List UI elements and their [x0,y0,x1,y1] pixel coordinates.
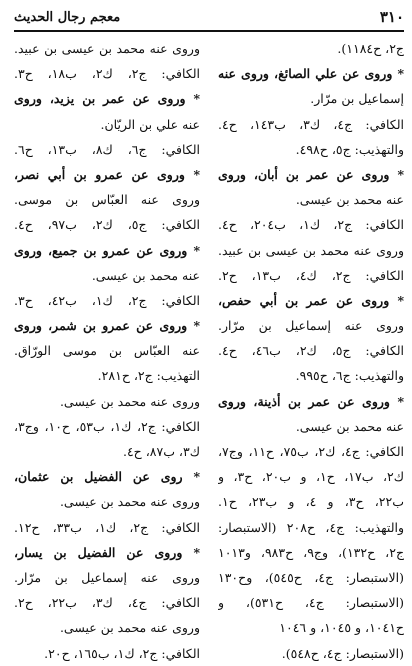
right-column-line: الكافي: ج٢، ك١، ب٢٠٤، ح٤. [218,217,404,233]
left-column-line: * وروى عن عمر بن يزيد، وروى [14,91,200,107]
right-column-line: الكافي: ج٤، ك٣، ب١٤٣، ح٤. [218,116,404,132]
left-column-line: * وروى عن عمرو بن أبي نصر، [14,166,200,182]
left-column-line: وروى عنه محمد بن عيسى. [59,393,200,409]
left-column-line: ك٣، ب٨٧، ح٤. [122,444,200,459]
page-number: ٣١٠ [379,8,404,26]
right-column-line: ح١٠٤١، و ١٠٤٥، و ١٠٤٦ [279,620,404,636]
left-column-line: عنه علي بن الريّان. [100,116,200,132]
right-column-line: وروى عنه محمد بن عيسى بن عبيد. [218,242,404,258]
right-column-line: * وروى عن علي الصائغ، وروى عنه [218,66,404,82]
left-column-line: الكافي: ج٢، ك١، ب٥٣، ح١٠، وج٣، [14,418,200,434]
left-column-line: الكافي: ج٢، ك١، ب٣٣، ح١٢. [14,519,200,535]
right-column-line: * وروى عن عمر بن أذينة، وروى [218,393,404,409]
right-column-line: الكافي: ج٢، ك٤، ب١٣، ح٢. [218,267,404,283]
left-column-line: الكافي: ج٦، ك٨، ب١٣، ح٦. [14,141,200,157]
right-column-line: (الاستبصار: ج٤، ح٥٤٥)، وح١٣٠ [218,569,404,585]
left-column-line: التهذيب: ج٢، ح٢٨١. [97,368,200,384]
page-header [14,4,404,30]
right-column-line: وروى عنه إسماعيل بن مرّار. [218,318,404,334]
right-column-line: (الاستبصار: ج٤، ح٥٤٨). [281,645,404,661]
right-column-line: عنه محمد بن عيسى. [295,418,404,434]
left-column-line: الكافي: ج٤، ك٣، ب٢٢، ح٢. [14,595,200,611]
left-column-line: * وروى عن عمرو بن شمر، وروى [14,318,200,334]
text-columns [14,36,404,661]
right-column-line: * وروى عن عمر بن أبي حفص، [218,292,404,308]
right-column-line: إسماعيل بن مرّار. [310,91,404,107]
header-rule [14,30,404,32]
right-column-line: عنه محمد بن عيسى. [295,192,404,208]
right-column [218,36,404,661]
right-column-line: ك٢، ب١٧، ح١، و ب٢٠، ح٣، و [218,469,404,485]
left-column-line: الكافي: ج٢، ك١، ب١٦٥، ح٢٠. [44,645,200,661]
left-column-line: وروى عنه محمد بن عيسى. [59,494,200,510]
right-column-line: ب٢٢، ح٣، و ٤، و ب٢٣، ح١. [218,494,404,510]
left-column-line: الكافي: ج٢، ك١، ب٤٢، ح٣. [14,292,200,308]
left-column-line: * روى عن الفضيل بن عثمان، [14,469,200,485]
left-column-line: عنه محمد بن عيسى. [91,267,200,283]
left-column-line: وروى عنه إسماعيل بن مرّار. [14,569,200,585]
right-column-line: والتهذيب: ج٥، ح٤٩٨. [295,141,404,157]
right-column-line: الكافي: ج٤، ك٢، ب٧٥، ح١١، وج٧، [218,444,404,459]
right-column-line: ج٢، ح١٣٢)، وج٩، ح٩٨٣، و١٠١٣ [218,544,404,560]
right-column-line: * وروى عن عمر بن أبان، وروى [218,166,404,182]
left-column-line: الكافي: ج٢، ك٢، ب١٨، ح٣. [14,66,200,82]
left-column [14,36,200,661]
right-column-line: الكافي: ج٥، ك٢، ب٤٦، ح٤. [218,343,404,359]
right-column-line: ج٢، ح١١٨٤). [337,41,404,56]
left-column-line: عنه العبّاس بن موسى الورّاق. [14,343,200,359]
left-column-line: الكافي: ج٥، ك٢، ب٩٧، ح٤. [14,217,200,233]
running-title: معجم رجال الحديث [14,9,121,25]
right-column-line: (الاستبصار: ج٤، ح٥٣١)، و [218,595,404,611]
left-column-line: * وروى عن عمرو بن جميع، وروى [14,242,200,258]
left-column-line: وروى عنه محمد بن عيسى بن عبيد. [14,41,200,56]
right-column-line: والتهذيب: ج٤، ح٢٠٨ (الاستبصار: [218,519,404,535]
left-column-line: * وروى عن الفضيل بن يسار، [14,544,200,560]
right-column-line: والتهذيب: ج٦، ح٩٩٥. [295,368,404,384]
left-column-line: وروى عنه العبّاس بن موسى. [14,192,200,208]
left-column-line: وروى عنه محمد بن عيسى. [59,620,200,636]
